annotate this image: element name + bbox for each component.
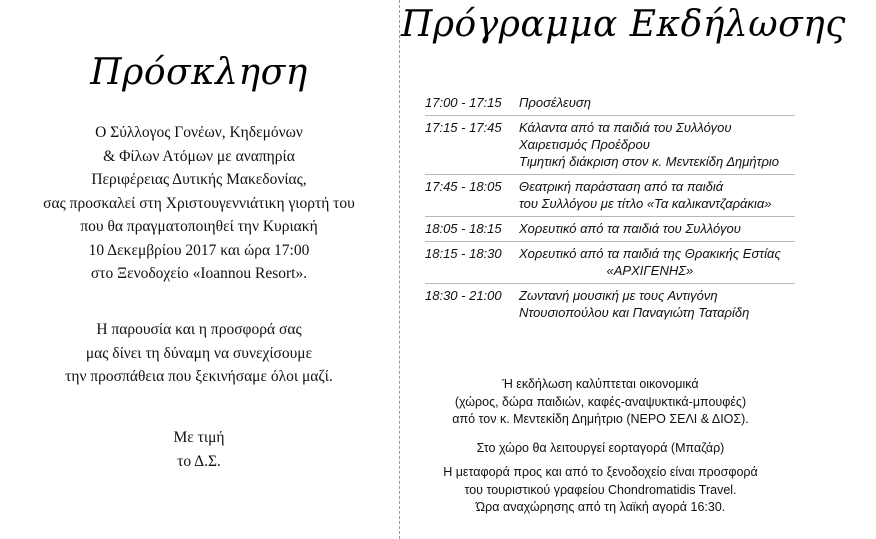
schedule-row	[425, 175, 795, 217]
invitation-closing	[0, 426, 398, 473]
schedule-row	[425, 284, 795, 325]
schedule-description	[519, 178, 795, 212]
transport-note	[401, 464, 800, 517]
message-line: την προσπάθεια που ξεκινήσαμε όλοι μαζί.	[65, 368, 333, 385]
schedule-row	[425, 116, 795, 175]
schedule-line: Ντουσιοπούλου και Παναγιώτη Ταταρίδη	[519, 305, 750, 320]
schedule-time: 17:45 - 18:05	[425, 179, 502, 194]
invitation-panel	[0, 0, 398, 539]
program-panel	[401, 0, 846, 539]
invitation-title: Πρόσκληση	[90, 52, 308, 93]
schedule-line: Προσέλευση	[519, 95, 591, 110]
schedule-description	[519, 220, 795, 237]
sponsor-note	[401, 376, 800, 429]
schedule-time: 18:05 - 18:15	[425, 221, 502, 236]
invitation-line: Περιφέρειας Δυτικής Μακεδονίας,	[91, 171, 307, 188]
invitation-line: στο Ξενοδοχείο «Ioannou Resort».	[90, 265, 308, 282]
invitation-line: που θα πραγματοποιηθεί την Κυριακή	[80, 218, 318, 235]
sponsor-line: (χώρος, δώρα παιδιών, καφές-αναψυκτικά-μπουφές)	[454, 394, 747, 409]
page-divider	[399, 0, 400, 539]
schedule-line: Τιμητική διάκριση στον κ. Μεντεκίδη Δημήτριο	[519, 154, 780, 169]
schedule-line: Κάλαντα από τα παιδιά του Συλλόγου	[519, 120, 732, 135]
schedule-description	[519, 287, 795, 321]
bazaar-line: Στο χώρο θα λειτουργεί εορταγορά (Μπαζάρ)	[476, 441, 725, 455]
schedule-row	[425, 91, 795, 116]
invitation-line: 10 Δεκεμβρίου 2017 και ώρα 17:00	[88, 241, 310, 259]
transport-line: του τουριστικού γραφείου Chondromatidis Travel.	[464, 482, 737, 497]
schedule-description	[519, 119, 795, 170]
schedule-row	[425, 242, 795, 284]
schedule-table	[425, 91, 795, 325]
message-line: Η παρουσία και η προσφορά σας	[96, 321, 302, 338]
program-title: Πρόγραμμα Εκδήλωσης	[401, 4, 846, 45]
schedule-time: 18:15 - 18:30	[425, 246, 502, 261]
schedule-description	[519, 245, 876, 279]
schedule-line: Ζωντανή μουσική με τους Αντιγόνη	[519, 288, 718, 303]
schedule-line: του Συλλόγου με τίτλο «Τα καλικαντζαράκια»	[519, 196, 772, 211]
invitation-line: & Φίλων Ατόμων με αναπηρία	[103, 147, 295, 165]
schedule-line: Θεατρική παράσταση από τα παιδιά	[519, 179, 724, 194]
bazaar-note	[401, 440, 800, 458]
transport-line: Ώρα αναχώρησης από τη λαϊκή αγορά 16:30.	[475, 500, 726, 514]
schedule-time: 17:00 - 17:15	[425, 95, 502, 110]
signature-text: το Δ.Σ.	[177, 452, 221, 470]
schedule-line: Χορευτικό από τα παιδιά της Θρακικής Εστίας	[519, 246, 781, 261]
schedule-line: Χαιρετισμός Προέδρου	[519, 137, 650, 152]
invitation-line: Ο Σύλλογος Γονέων, Κηδεμόνων	[95, 124, 303, 141]
transport-line: Η μεταφορά προς και από το ξενοδοχείο είναι προσφορά	[443, 465, 758, 479]
message-line: μας δίνει τη δύναμη να συνεχίσουμε	[85, 344, 313, 362]
schedule-line: «ΑΡΧΙΓΕΝΗΣ»	[606, 263, 694, 278]
schedule-time: 18:30 - 21:00	[425, 288, 502, 303]
schedule-description	[519, 94, 795, 111]
invitation-body	[0, 121, 398, 286]
invitation-message	[0, 318, 398, 389]
sponsor-line: από τον κ. Μεντεκίδη Δημήτριο (ΝΕΡΟ ΣΕΛΙ & ΔΙΟΣ).	[452, 412, 749, 426]
sponsor-line: Ή εκδήλωση καλύπτεται οικονομικά	[502, 377, 699, 391]
schedule-line: Χορευτικό από τα παιδιά του Συλλόγου	[519, 221, 741, 236]
invitation-line: σας προσκαλεί στη Χριστουγεννιάτικη γιορτή του	[43, 194, 355, 212]
closing-text: Με τιμή	[173, 429, 225, 446]
schedule-time: 17:15 - 17:45	[425, 120, 502, 135]
schedule-row	[425, 217, 795, 242]
